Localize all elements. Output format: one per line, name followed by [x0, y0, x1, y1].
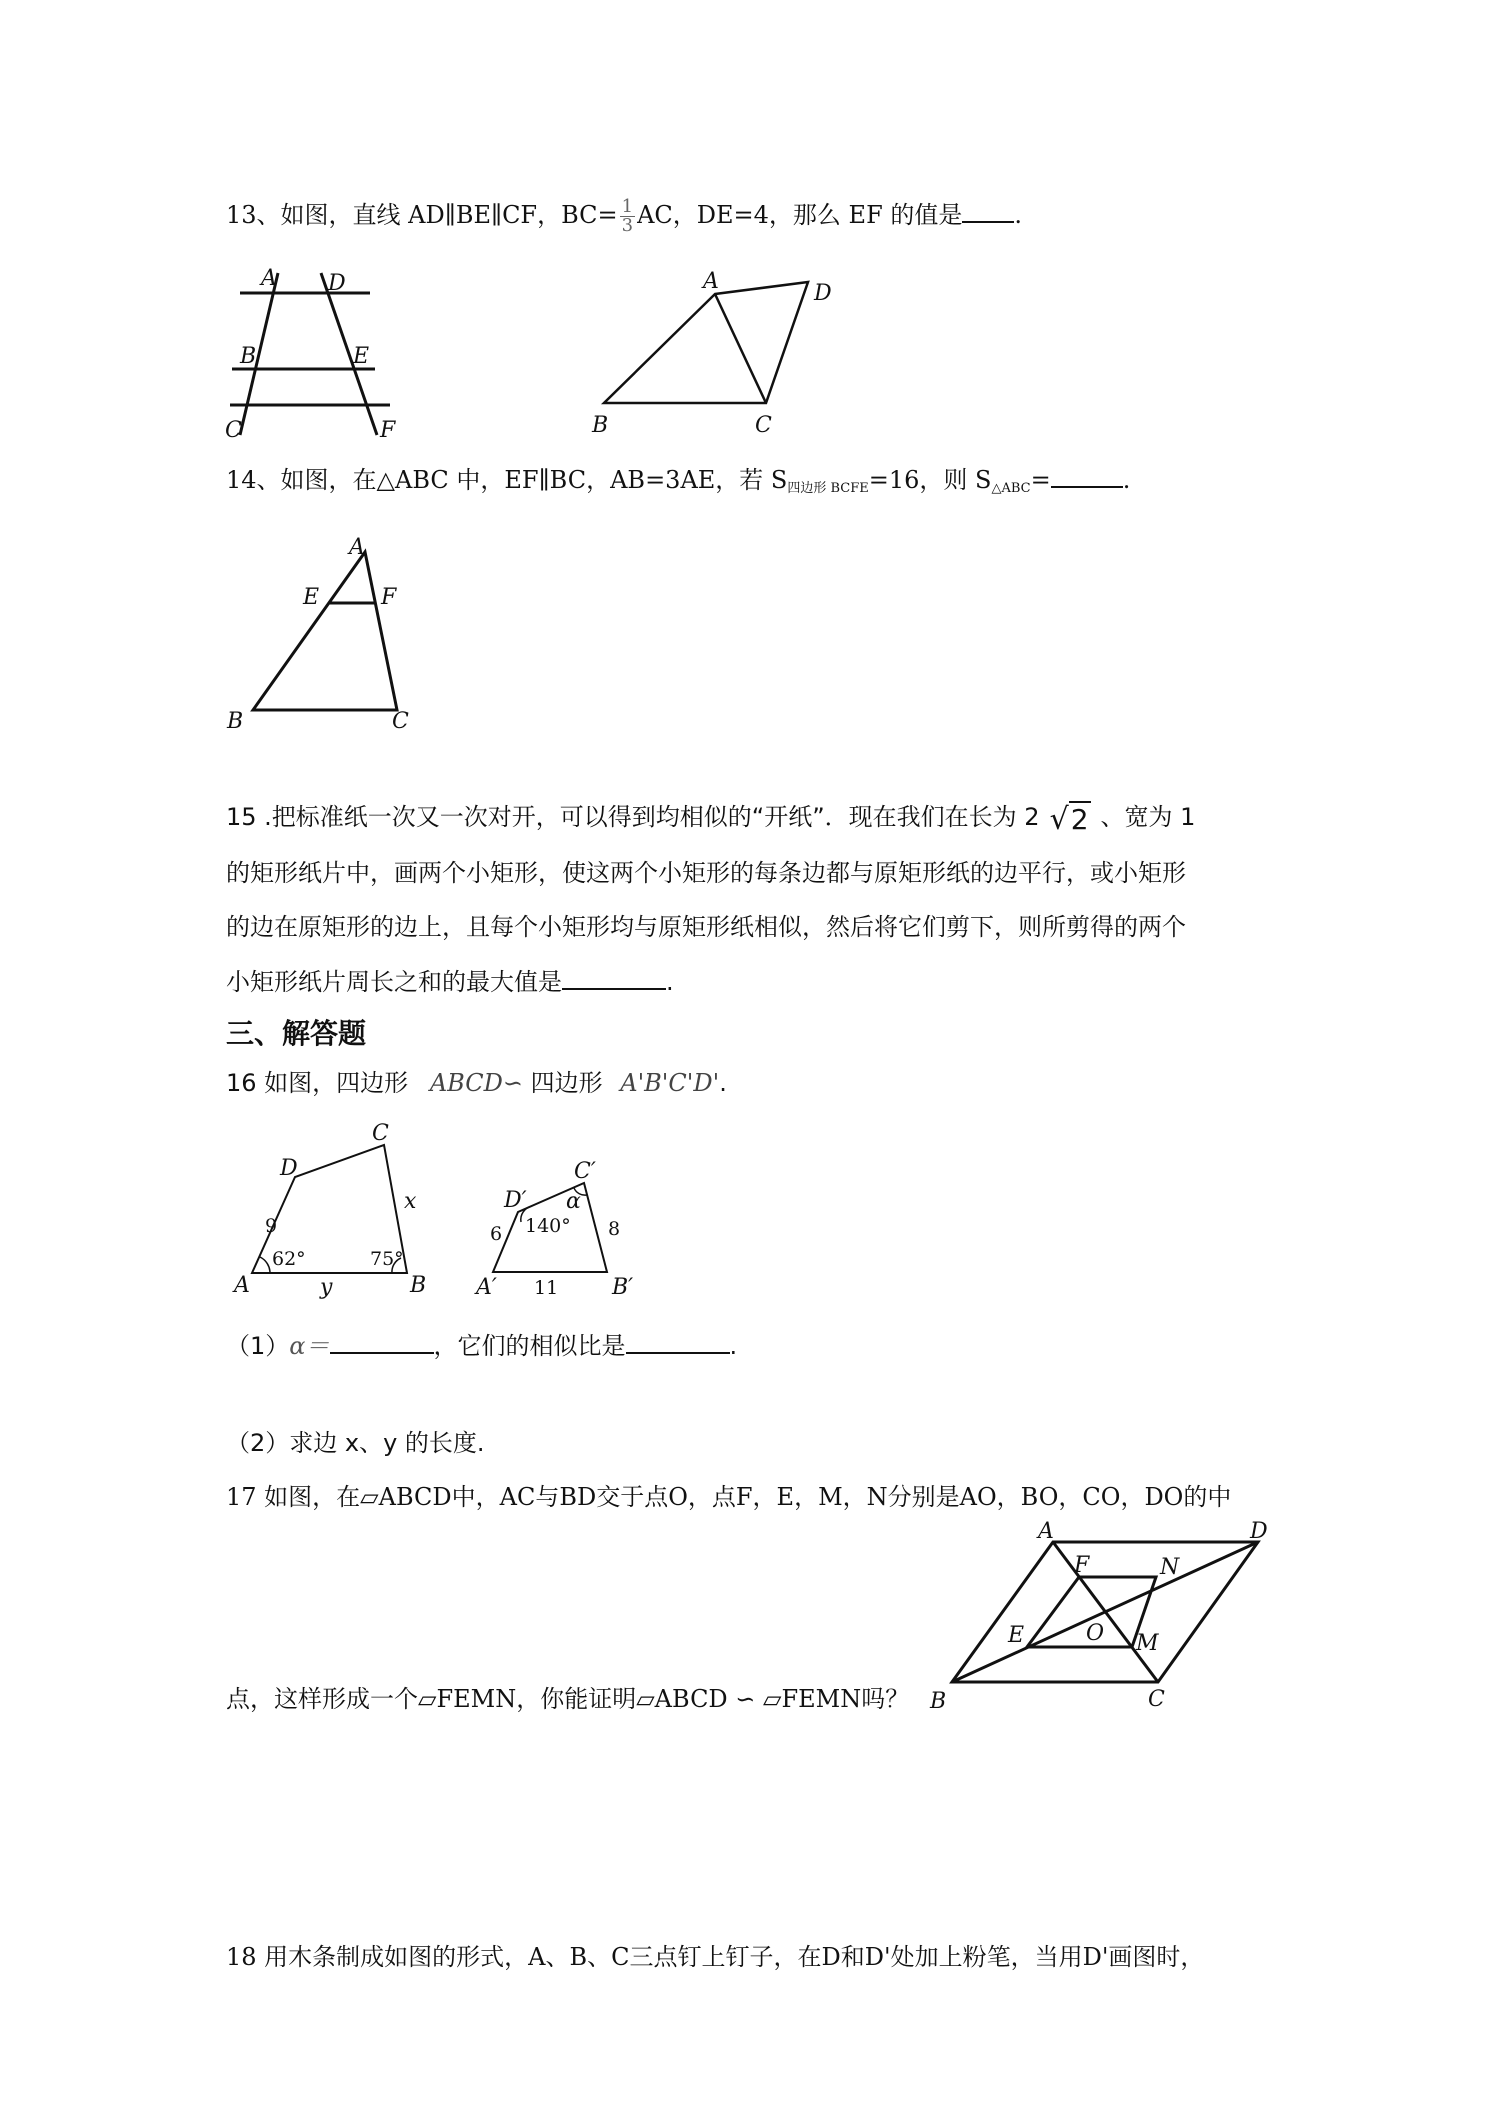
answer-blank-13[interactable] [962, 199, 1014, 223]
label-A: A [234, 1273, 250, 1298]
q16-part1: （1）α＝ ，它们的相似比是 . [226, 1332, 738, 1360]
q17-line-2: 点，这样形成一个▱FEMN，你能证明▱ABCD ∽ ▱FEMN吗？ [226, 1685, 910, 1713]
label-D: D [328, 271, 346, 296]
q15-line-3: 的边在原矩形的边上，且每个小矩形均与原矩形纸相似，然后将它们剪下，则所剪得的两个 [226, 913, 1186, 941]
label-E: E [353, 344, 370, 369]
label-F: F [380, 418, 396, 443]
section-heading: 三、解答题 [226, 1017, 367, 1050]
label-y: y [320, 1275, 333, 1300]
q15-line-4: 小矩形纸片周长之和的最大值是 . [226, 968, 674, 996]
q14-figure-triangle [225, 532, 425, 732]
label-M: M [1136, 1631, 1159, 1656]
label-62: 62° [272, 1248, 306, 1270]
label-O: O [1086, 1621, 1105, 1646]
label-A: A [703, 269, 719, 294]
label-C: C′ [574, 1159, 596, 1184]
q13-figure-parallel-lines [225, 265, 415, 445]
label-D: D [280, 1156, 298, 1181]
answer-blank-16-ratio[interactable] [626, 1330, 730, 1354]
label-C: C [392, 709, 409, 734]
sqrt-symbol: √2 [1049, 802, 1089, 837]
label-B: B [930, 1689, 947, 1714]
label-D: D [814, 281, 832, 306]
label-E: E [303, 585, 320, 610]
label-9: 9 [265, 1215, 278, 1237]
label-C: C [372, 1121, 389, 1146]
q18-line-1: 18 用木条制成如图的形式，A、B、C三点钉上钉子，在D和D'处加上粉笔，当用D'画图时， [226, 1943, 1205, 1971]
q15-line-2: 的矩形纸片中，画两个小矩形，使这两个小矩形的每条边都与原矩形纸的边平行，或小矩形 [226, 859, 1186, 887]
label-B: B [240, 344, 257, 369]
q16-part2: （2）求边 x、y 的长度. [226, 1429, 485, 1457]
label-C: C [1148, 1687, 1165, 1712]
label-B: B [410, 1273, 427, 1298]
label-C: C [755, 413, 772, 438]
q16-text: 16 如图，四边形 ABCD∽ 四边形 A'B'C'D'. [226, 1069, 727, 1097]
answer-blank-14[interactable] [1051, 464, 1123, 488]
fraction-one-third: $\frac{1}{3}$ [621, 196, 634, 236]
label-75: 75° [370, 1248, 404, 1270]
label-A: A′ [476, 1275, 497, 1300]
q13-text: 13、如图，直线 AD∥BE∥CF，BC= $\frac{1}{3}$ AC，DE=4，那么 EF 的值是 . [226, 196, 1022, 236]
q13-figure-quadrilateral [590, 270, 850, 440]
label-D: D′ [504, 1188, 527, 1213]
q16-figure-quad-ABCD [232, 1120, 442, 1300]
answer-blank-16-alpha[interactable] [330, 1330, 434, 1354]
label-N: N [1160, 1555, 1180, 1580]
label-alpha: α [566, 1189, 581, 1214]
label-A: A [261, 266, 277, 291]
label-B: B′ [612, 1275, 634, 1300]
label-x: x [404, 1189, 417, 1214]
label-D: D [1250, 1519, 1268, 1544]
label-B: B [592, 413, 609, 438]
label-E: E [1008, 1623, 1025, 1648]
label-F: F [1074, 1553, 1090, 1578]
label-11: 11 [534, 1277, 559, 1299]
label-F: F [381, 585, 397, 610]
q14-text: 14、如图，在△ABC 中，EF∥BC，AB=3AE，若 $S_{四边形 BCFE}=16$，则 $S_{\triangle ABC}=$ . [226, 466, 1131, 496]
label-6: 6 [490, 1223, 503, 1245]
label-140: 140° [525, 1215, 571, 1237]
label-8: 8 [608, 1218, 621, 1240]
q17-line-1: 17 如图，在▱ABCD中，AC与BD交于点O，点F，E，M，N分别是AO，BO，CO，DO的中 [226, 1483, 1232, 1511]
label-B: B [227, 709, 244, 734]
answer-blank-15[interactable] [562, 966, 666, 990]
label-C: C [225, 418, 242, 443]
q15-line-1: 15 .把标准纸一次又一次对开，可以得到均相似的“开纸”．现在我们在长为 2 √2 、宽为 1 [226, 802, 1196, 837]
label-A: A [349, 535, 365, 560]
q17-figure-parallelogram [928, 1519, 1278, 1714]
label-A: A [1038, 1519, 1054, 1544]
q16-figure-quad-A1B1C1D1 [470, 1140, 650, 1300]
